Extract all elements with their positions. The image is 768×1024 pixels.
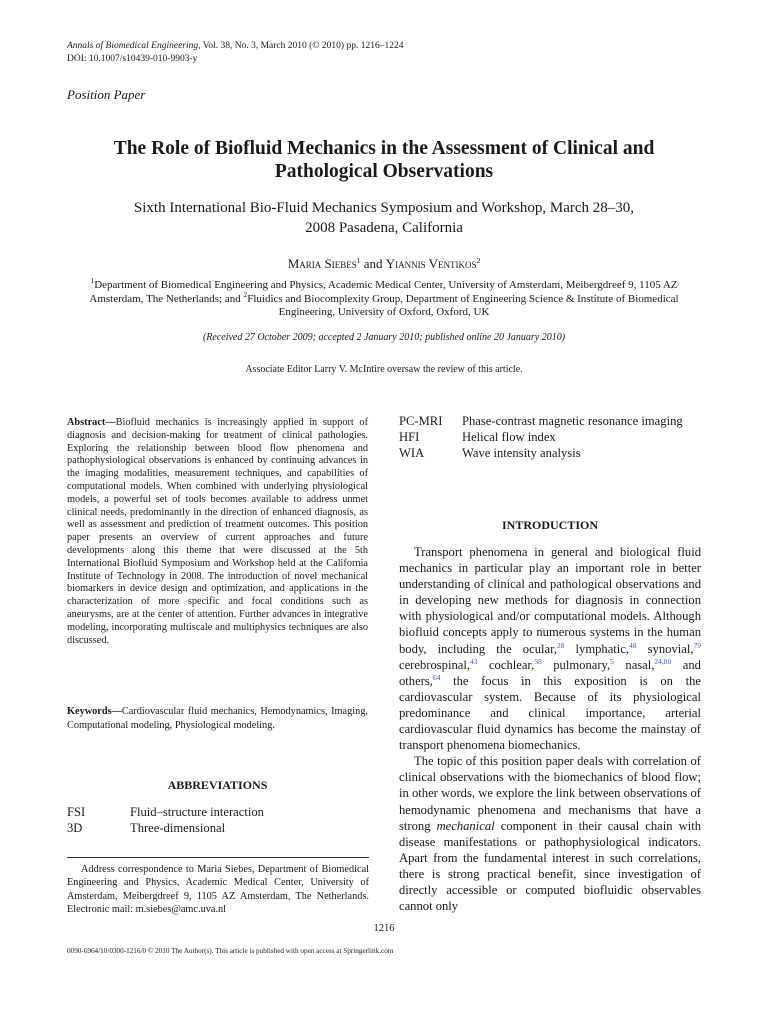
introduction-paragraph-2: The topic of this position paper deals with correlation of clinical observations with the biomechanics of blood flow; in other words, we explore the link between observations of hemodynamic phenomena and mechanisms that have a strong mechanical component in their causal chain with disease manifestations or pathophysiological indicators. Apart from the fundamental interest in such correlations, there is strong practical benefit, since investigation of directly accessible or computed biofluidic observables cannot only (399, 754, 701, 914)
abbreviations-list-right (399, 413, 701, 461)
title-line-1: The Role of Biofluid Mechanics in the Assessment of Clinical and (113, 138, 655, 159)
citation-link[interactable]: 48 (629, 640, 637, 650)
journal-name: Annals of Biomedical Engineering (67, 41, 199, 51)
page-number: 1216 (373, 923, 395, 934)
abbreviation-meaning: Phase-contrast magnetic resonance imaging (462, 414, 683, 428)
abbreviation-meaning: Helical flow index (462, 430, 556, 444)
associate-editor-note: Associate Editor Larry V. McIntire oversaw the review of this article. (245, 364, 523, 375)
abbreviation-term: FSI (67, 805, 86, 819)
citation-link[interactable]: 43 (469, 656, 478, 666)
subtitle-line-2: 2008 Pasadena, California (305, 220, 463, 236)
paper-title (60, 137, 708, 183)
abstract-label: Abstract— (67, 417, 116, 428)
abbreviation-term: HFI (399, 430, 420, 444)
abbreviation-row (67, 820, 368, 836)
subtitle-line-1: Sixth International Bio-Fluid Mechanics Symposium and Workshop, March 28–30, (133, 200, 635, 216)
journal-citation (67, 40, 403, 52)
introduction-heading: INTRODUCTION (501, 518, 598, 532)
abbreviation-term: PC-MRI (399, 414, 443, 428)
author-name: Yiannis Ventikos (385, 256, 477, 271)
abbreviations-heading: ABBREVIATIONS (167, 778, 268, 792)
keywords-text: Cardiovascular fluid mechanics, Hemodynamics, Imaging, Computational modeling, Physiological modeling. (67, 706, 368, 731)
citation-link[interactable]: 5 (610, 656, 614, 666)
abbreviation-meaning: Fluid–structure interaction (130, 805, 264, 819)
introduction-paragraph-1: Transport phenomena in general and biological fluid mechanics in particular play an important role in better understanding of clinical and pathological observations and in developing new methods for diagnosis in connection with physiological and/or computational models. Although biofluid concepts apply to numerous systems in the human body, including the ocular,$^{28}$ lymphatic,$^{48}$ synovial,$^{79}$ cerebrospinal,$^{43}$ cochlear,$^{58}$ pulmonary,$^5$ nasal,$^{24,80}$ and others,$^{64}$ the focus in this exposition is on the cardiovascular system. Because of its physiological predominance and clinical importance, arterial cardiovascular fluid dynamics has become the mainstay of transport phenomena biomechanics. (399, 545, 701, 753)
abbreviation-term: 3D (67, 821, 83, 835)
abbreviation-meaning: Three-dimensional (130, 821, 226, 835)
copyright-line: 0090-6964/10/0300-1216/0 © 2010 The Author(s). This article is published with open access at Springerlink.com (67, 947, 394, 955)
affiliation-text: Fluidics and Biocomplexity Group, Department of Engineering Science & Institute of Biomedical Engineering, University of Oxford, Oxford, UK (247, 292, 679, 318)
abbreviation-term: WIA (399, 446, 425, 460)
affiliation-marker: 1 (90, 276, 95, 285)
citation-link[interactable]: 58 (534, 656, 542, 666)
footnote-divider (67, 857, 369, 858)
author-list (60, 256, 708, 272)
abbreviation-row (399, 445, 701, 461)
title-line-2: Pathological Observations (274, 161, 494, 182)
abbreviation-row (399, 429, 701, 445)
abbreviation-meaning: Wave intensity analysis (462, 446, 581, 460)
author-name: Maria Siebes (287, 256, 357, 271)
doi[interactable]: DOI: 10.1007/s10439-010-9903-y (67, 54, 198, 64)
keywords-label: Keywords— (67, 706, 122, 717)
author-connector: and (360, 256, 386, 271)
author-affiliation-marker: 2 (476, 256, 481, 265)
introduction-body (399, 544, 701, 914)
author-affiliation-marker: 1 (356, 256, 361, 265)
citation-link[interactable]: 28 (556, 640, 565, 650)
abbreviation-row (67, 804, 368, 820)
abstract (67, 417, 368, 647)
correspondence-footnote: Address correspondence to Maria Siebes, Department of Biomedical Engineering and Physics, Academic Medical Center, University of Amsterdam, Meibergdreef 9, 1105 AZ Amsterdam, The Netherlands. Electronic mail: m.siebes@amc.uva.nl (67, 864, 369, 915)
citation-link[interactable]: 64 (432, 672, 441, 682)
affiliations (66, 276, 702, 320)
abbreviations-list-left (67, 804, 368, 836)
journal-volume-info: , Vol. 38, No. 3, March 2010 (© 2010) pp. 1216–1224 (198, 41, 404, 51)
paper-subtitle (80, 198, 688, 238)
paper-type: Position Paper (67, 87, 146, 102)
received-dates: (Received 27 October 2009; accepted 2 January 2010; published online 20 January 2010) (202, 332, 566, 343)
keywords (67, 705, 368, 733)
affiliation-text: Department of Biomedical Engineering and Physics, Academic Medical Center, University of Amsterdam, Meibergdreef 9, 1105 AZ Amsterdam, The Netherlands; and (89, 279, 678, 305)
abstract-text: Biofluid mechanics is increasingly applied in support of diagnosis and decision-making for treatment of clinical pathologies. Exploring the relationship between blood flow phenomena and pathophysiological observations is enhanced by continuing advances in the imaging modalities, measurement techniques, and capabilities of computational models. When combined with underlying physiological models, a powerful set of tools becomes available to address unmet clinical needs, predominantly in the direction of enhanced diagnosis, as well as assessment and prediction of treatment outcomes. This position paper presents an overview of current approaches and future developments along this theme that were discussed at the 5th International Biofluid Symposium and Workshop held at the California Institute of Technology in 2008. The introduction of novel mechanical biomarkers in device design and optimization, and applications in the characterization of more specific and focal conditions such as aneurysms, are at the center of attention. Further advances in integrative modeling, incorporating multiscale and multiphysics techniques are also discussed. (67, 417, 368, 646)
affiliation-marker: 2 (243, 289, 248, 299)
abbreviation-row (399, 413, 701, 429)
citation-link[interactable]: 24,80 (654, 656, 672, 666)
citation-link[interactable]: 79 (693, 640, 701, 650)
